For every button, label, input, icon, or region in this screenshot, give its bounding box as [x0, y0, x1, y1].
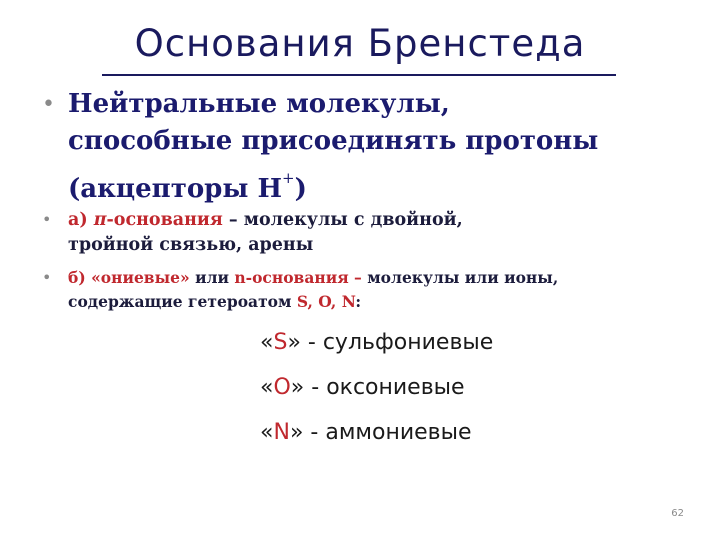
item-b [68, 266, 708, 314]
item-a [68, 208, 708, 258]
onium-list-item: «N» - аммониевые [260, 420, 472, 445]
main-line-1: Нейтральные молекулы, [68, 89, 450, 119]
item-b-line-1: б) «ониевые» или n-основания – молекулы или ионы, [68, 268, 559, 287]
item-a-line-1: а) π-основания – молекулы с двойной, [68, 210, 463, 230]
main-bullet-text [68, 86, 708, 208]
slide-title: Основания Бренстеда [134, 22, 586, 65]
main-line-2: способные присоединять протоны [68, 126, 599, 156]
bullet-a: • [42, 210, 52, 229]
main-line-3: (акцепторы Н+) [68, 169, 307, 204]
onium-list-item: «S» - сульфониевые [260, 330, 494, 355]
bullet-main: • [42, 92, 55, 117]
onium-list-item: «O» - оксониевые [260, 375, 465, 400]
title-underline [102, 74, 616, 76]
item-a-line-2: тройной связью, арены [68, 235, 314, 255]
page-number: 62 [671, 508, 684, 519]
item-b-line-2: содержащие гетероатом S, O, N: [68, 292, 362, 311]
bullet-b: • [42, 268, 52, 287]
